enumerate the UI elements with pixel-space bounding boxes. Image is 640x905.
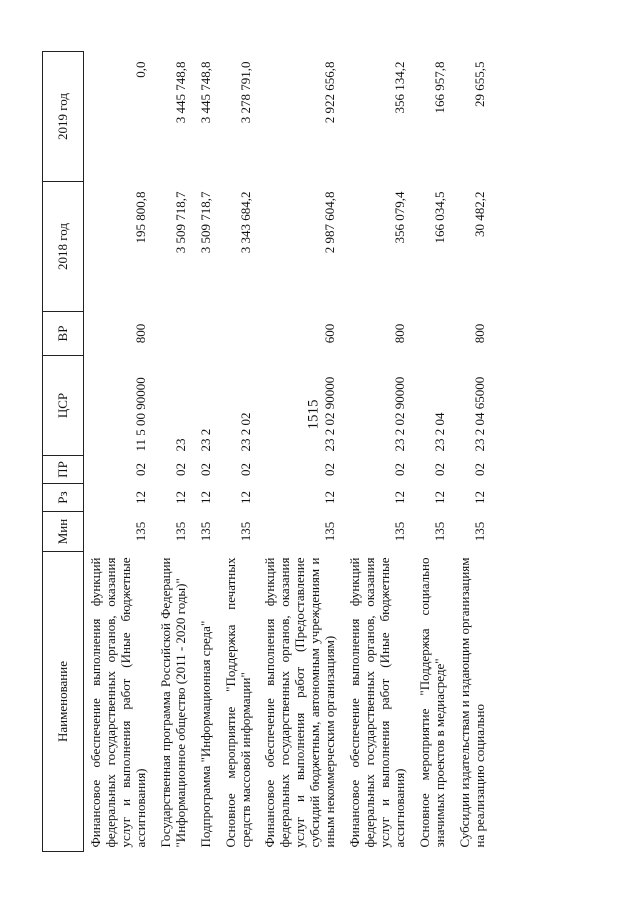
row-min: 135 (431, 521, 447, 542)
row-csr: 23 2 04 (431, 412, 447, 452)
row-2018: 3 509 718,7 (172, 191, 188, 254)
row-name: Подпрограмма "Информационная среда" (197, 620, 213, 848)
row-csr: 23 2 04 65000 (471, 376, 487, 452)
row-pr: 02 (197, 463, 213, 476)
row-vr: 800 (471, 323, 487, 344)
row-min: 135 (237, 521, 253, 542)
row-csr: 23 (172, 438, 188, 452)
row-min: 135 (132, 521, 148, 542)
row-pr: 02 (391, 463, 407, 476)
row-rz: 12 (391, 491, 407, 504)
table-header-row (43, 52, 84, 852)
row-rz: 12 (172, 491, 188, 504)
row-csr: 23 2 02 90000 (322, 376, 338, 452)
header-csr: ЦСР (43, 356, 84, 456)
row-2019: 166 957,8 (431, 61, 447, 114)
row-rz: 12 (471, 491, 487, 504)
header-min: Мин (43, 512, 84, 552)
row-rz: 12 (237, 491, 253, 504)
page-number-text: 1515 (305, 399, 322, 429)
row-2019: 3 445 748,8 (197, 61, 213, 124)
table-row (154, 52, 194, 852)
row-min: 135 (322, 521, 338, 542)
row-vr (194, 312, 219, 356)
table-row (343, 52, 413, 852)
budget-table (42, 51, 493, 852)
row-name: Финансовое обеспечение выполнения функций федеральных государственных органов, оказания услуг и выполнения работ (Предоставление субсидий бюджетным, автономным учреждениям и иным некоммерческим организациям) (262, 557, 338, 848)
row-csr: 11 5 00 90000 (132, 377, 148, 452)
row-vr (219, 312, 259, 356)
row-2019: 3 278 791,0 (237, 61, 253, 124)
header-2018: 2018 год (43, 182, 84, 312)
table-row (453, 52, 493, 852)
row-rz: 12 (431, 491, 447, 504)
row-rz: 12 (322, 491, 338, 504)
row-2019: 29 655,5 (471, 61, 487, 107)
table-row (219, 52, 259, 852)
row-2018: 2 987 604,8 (322, 191, 338, 254)
row-name: Субсидии издательствам и издающим организациям на реализацию социально (456, 557, 487, 848)
table-row (84, 52, 154, 852)
row-name: Государственная программа Российской Федерации "Информационное общество (2011 - 2020 годы)" (157, 557, 188, 848)
row-pr: 02 (237, 463, 253, 476)
row-min: 135 (391, 521, 407, 542)
row-name: Основное мероприятие "Поддержка печатных средств массовой информации" (222, 557, 253, 848)
table-row (258, 52, 343, 852)
row-name: Основное мероприятие "Поддержка социально значимых проектов в медиасреде" (416, 557, 447, 848)
row-pr: 02 (132, 463, 148, 476)
row-csr: 23 2 (197, 428, 213, 452)
row-min: 135 (471, 521, 487, 542)
row-2018: 3 509 718,7 (197, 191, 213, 254)
row-2018: 195 800,8 (132, 191, 148, 244)
row-2018: 356 079,4 (391, 191, 407, 244)
row-2019: 0,0 (132, 61, 148, 78)
row-name: Финансовое обеспечение выполнения функций федеральных государственных органов, оказания услуг и выполнения работ (Иные бюджетные ассигнования) (88, 557, 148, 848)
header-vr: ВР (43, 312, 84, 356)
row-vr: 800 (132, 323, 148, 344)
row-pr: 02 (471, 463, 487, 476)
row-2019: 356 134,2 (391, 61, 407, 114)
row-vr: 800 (391, 323, 407, 344)
row-min: 135 (197, 521, 213, 542)
header-2019: 2019 год (43, 52, 84, 182)
row-vr: 600 (322, 323, 338, 344)
row-name: Финансовое обеспечение выполнения функций федеральных государственных органов, оказания услуг и выполнения работ (Иные бюджетные ассигнования) (347, 557, 407, 848)
row-csr: 23 2 02 90000 (391, 376, 407, 452)
header-name: Наименование (43, 552, 84, 852)
row-rz: 12 (132, 491, 148, 504)
header-pr: ПР (43, 456, 84, 484)
row-2019: 2 922 656,8 (322, 61, 338, 124)
row-pr: 02 (431, 463, 447, 476)
row-csr: 23 2 02 (237, 412, 253, 452)
table-row (413, 52, 453, 852)
row-rz: 12 (197, 491, 213, 504)
row-vr (154, 312, 194, 356)
header-rz: Рз (43, 484, 84, 512)
row-2018: 3 343 684,2 (237, 191, 253, 254)
row-pr: 02 (322, 463, 338, 476)
rotated-table-container (42, 52, 622, 852)
row-2019: 3 445 748,8 (172, 61, 188, 124)
row-min: 135 (172, 521, 188, 542)
table-row (194, 52, 219, 852)
row-2018: 30 482,2 (471, 191, 487, 237)
row-2018: 166 034,5 (431, 191, 447, 244)
row-vr (413, 312, 453, 356)
row-pr: 02 (172, 463, 188, 476)
